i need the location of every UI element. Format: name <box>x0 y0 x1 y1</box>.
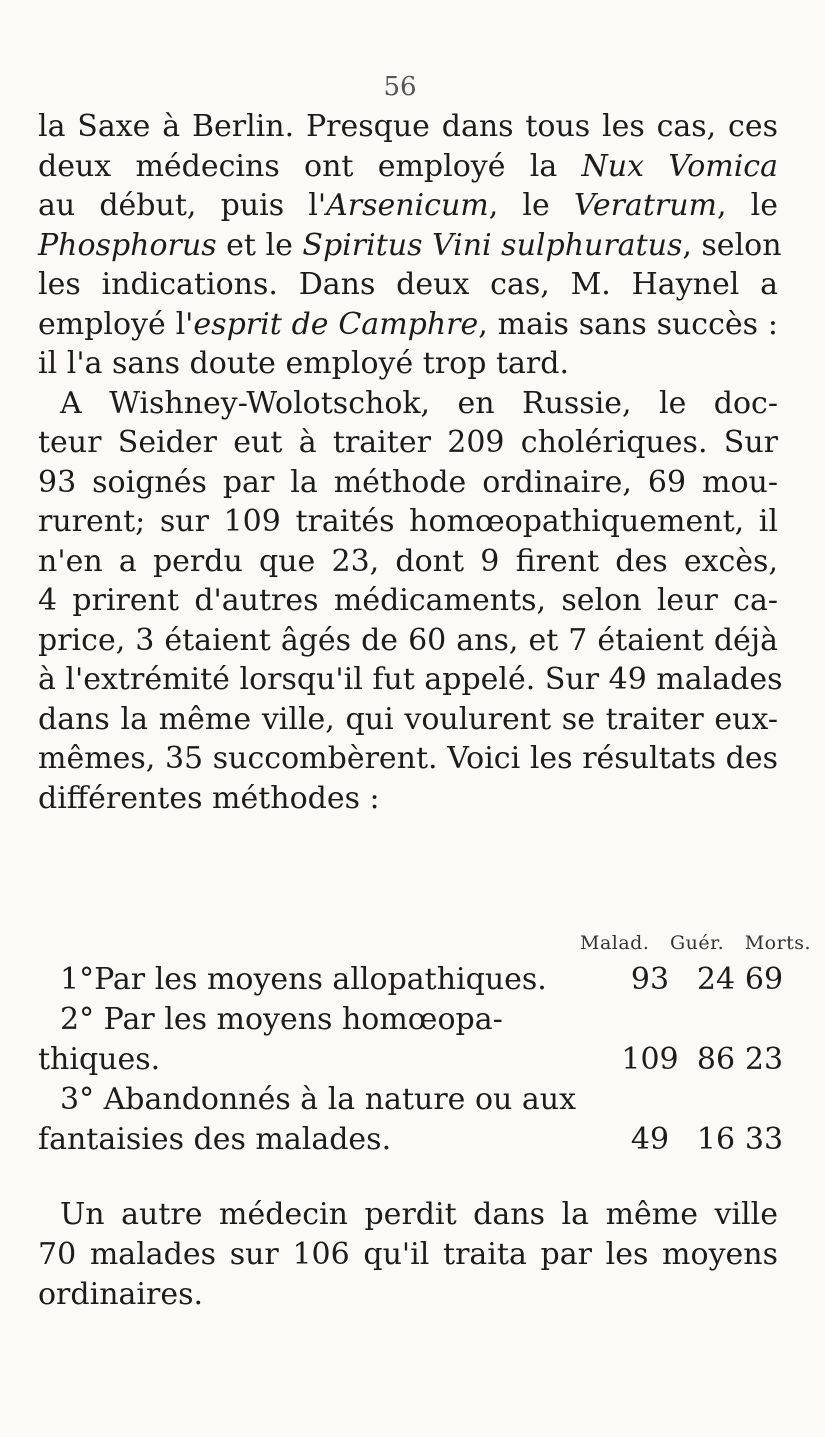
malades-value: 93 <box>630 962 670 997</box>
row-label: 1°Par les moyens allopathiques. <box>60 962 547 997</box>
main-text <box>38 107 783 818</box>
remedy-name: Arsenicum <box>326 188 489 223</box>
text-line: il l'a sans doute employé trop tard. <box>38 346 569 381</box>
text-run: deux médecins ont employé la <box>38 148 558 184</box>
text-line: la Saxe à Berlin. Presque dans tous les cas, ces <box>38 109 778 144</box>
table-row <box>60 1080 780 1120</box>
text-line <box>38 147 778 187</box>
remedy-name: Nux Vomica <box>581 148 778 184</box>
gueris-value: 24 <box>696 962 736 997</box>
text-run: , mais sans succès : <box>478 306 778 342</box>
remedy-name: Phosphorus <box>38 227 217 263</box>
morts-value: 33 <box>744 1122 784 1157</box>
text-line: dans la même ville, qui voulurent se traiter eux- <box>38 701 778 737</box>
text-line: les indications. Dans deux cas, M. Haynel a <box>38 267 778 302</box>
table-row <box>60 1000 780 1040</box>
text-line: différentes méthodes : <box>38 780 380 816</box>
text-run: , le <box>716 188 779 223</box>
text-line: Un autre médecin perdit dans la même ville <box>60 1197 778 1232</box>
column-header-gueris: Guér. <box>669 932 725 954</box>
table-header <box>580 932 825 954</box>
row-label: 2° Par les moyens homœopa- <box>60 1002 503 1037</box>
remedy-name: esprit de Camphre <box>193 306 479 342</box>
text-run: au début, puis l' <box>38 188 327 223</box>
text-line: mêmes, 35 succombèrent. Voici les résultats des <box>38 741 778 776</box>
row-label: thiques. <box>38 1042 161 1077</box>
text-line: n'en a perdu que 23, dont 9 firent des excès, <box>38 543 778 579</box>
morts-value: 23 <box>744 1042 784 1077</box>
text-run: et le <box>226 227 293 263</box>
text-line: 70 malades sur 106 qu'il traita par les moyens <box>38 1237 778 1272</box>
text-line: ordinaires. <box>38 1277 204 1312</box>
text-run: , le <box>488 188 550 223</box>
text-line: 4 prirent d'autres médicaments, selon leur ca- <box>38 583 778 618</box>
malades-value: 49 <box>630 1122 670 1157</box>
text-line <box>38 305 778 345</box>
text-line: A Wishney-Wolotschok, en Russie, le doc- <box>60 385 778 421</box>
malades-value: 109 <box>621 1042 679 1077</box>
remedy-name: Veratrum <box>573 188 717 223</box>
closing-paragraph <box>38 1195 778 1315</box>
text-line: teur Seider eut à traiter 209 cholériques. Sur <box>38 425 778 460</box>
gueris-value: 86 <box>696 1042 736 1077</box>
row-label: 3° Abandonnés à la nature ou aux <box>60 1082 576 1117</box>
text-line: 93 soignés par la méthode ordinaire, 69 mou- <box>38 464 778 500</box>
gueris-value: 16 <box>696 1122 736 1157</box>
table-row <box>38 1040 784 1080</box>
table-row <box>38 1120 784 1160</box>
text-line <box>38 186 778 226</box>
text-line <box>38 226 782 266</box>
text-run: employé l' <box>38 306 194 342</box>
table-row <box>60 960 784 1000</box>
remedy-name: Spiritus Vini sulphuratus <box>302 227 683 263</box>
morts-value: 69 <box>744 962 784 997</box>
text-line: rurent; sur 109 traités homœopathiquement, il <box>38 504 778 539</box>
page-number: 56 <box>383 72 417 102</box>
text-line: price, 3 étaient âgés de 60 ans, et 7 étaient déjà <box>38 622 778 658</box>
row-label: fantaisies des malades. <box>38 1122 392 1157</box>
column-header-morts: Morts. <box>744 932 812 954</box>
column-header-malades: Malad. <box>580 932 650 954</box>
text-line: à l'extrémité lorsqu'il fut appelé. Sur 49 malades <box>38 662 783 697</box>
text-run: , selon <box>682 227 782 263</box>
